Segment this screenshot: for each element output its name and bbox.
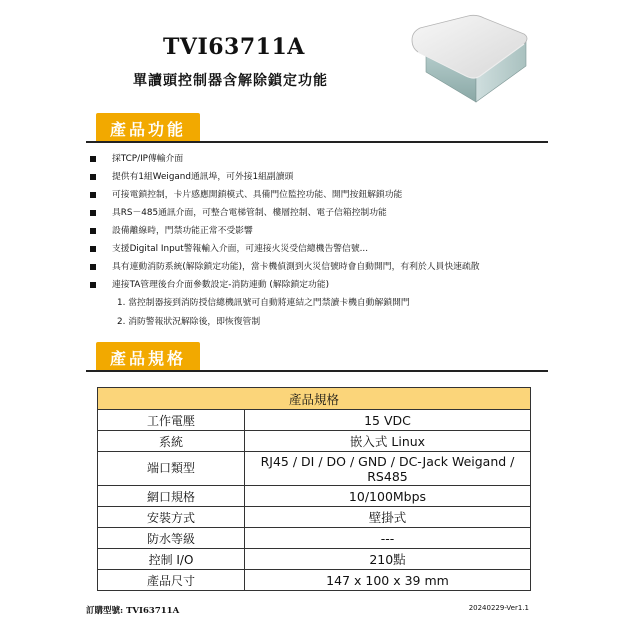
table-row <box>98 431 531 452</box>
features-section-header <box>86 113 548 143</box>
spec-label: 產品尺寸 <box>98 570 245 591</box>
specs-section-header <box>86 342 548 372</box>
spec-value: 10/100Mbps <box>245 486 531 507</box>
spec-table-header-row <box>98 388 531 410</box>
feature-item: 支援Digital Input警報輸入介面，可連接火災受信總機告警信號... <box>90 240 550 258</box>
feature-item: 提供有1組Weigand通訊埠，可外接1組副讀頭 <box>90 168 550 186</box>
product-subtitle: 單讀頭控制器含解除鎖定功能 <box>133 73 328 89</box>
spec-label: 網口規格 <box>98 486 245 507</box>
feature-item: 採TCP/IP傳輸介面 <box>90 150 550 168</box>
spec-label: 防水等級 <box>98 528 245 549</box>
square-bullet-icon <box>90 210 96 216</box>
features-heading: 產品功能 <box>96 113 200 143</box>
spec-label: 控制 I/O <box>98 549 245 570</box>
sub-feature-item: 2. 消防警報狀況解除後，即恢復管制 <box>117 317 261 327</box>
feature-item: 設備離線時，門禁功能正常不受影響 <box>90 222 550 240</box>
square-bullet-icon <box>90 156 96 162</box>
table-row <box>98 549 531 570</box>
spec-value: 壁掛式 <box>245 507 531 528</box>
spec-value: --- <box>245 528 531 549</box>
features-divider <box>86 141 548 143</box>
square-bullet-icon <box>90 174 96 180</box>
square-bullet-icon <box>90 192 96 198</box>
specs-divider <box>86 370 548 372</box>
table-row <box>98 507 531 528</box>
spec-table <box>97 387 531 591</box>
table-row <box>98 452 531 486</box>
spec-value: 147 x 100 x 39 mm <box>245 570 531 591</box>
feature-item: 具有連動消防系統(解除鎖定功能)，當卡機偵測到火災信號時會自動開門，有利於人員快速疏散 <box>90 258 550 276</box>
specs-heading: 產品規格 <box>96 342 200 372</box>
feature-item: 可接電鎖控制，卡片感應開鎖模式、具備門位監控功能、開門按鈕解鎖功能 <box>90 186 550 204</box>
spec-label: 工作電壓 <box>98 410 245 431</box>
order-number: 訂購型號: TVI63711A <box>86 606 180 616</box>
fire-linkage-sublist <box>117 294 410 332</box>
square-bullet-icon <box>90 246 96 252</box>
feature-item: 具RS－485通訊介面，可整合電梯管制、樓層控制、電子信箱控制功能 <box>90 204 550 222</box>
spec-value: 嵌入式 Linux <box>245 431 531 452</box>
table-row <box>98 410 531 431</box>
table-row <box>98 528 531 549</box>
spec-value: RJ45 / DI / DO / GND / DC-Jack Weigand / RS485 <box>245 452 531 486</box>
sub-feature-item: 1. 當控制器接到消防授信總機訊號可自動將連結之門禁讀卡機自動解鎖開門 <box>117 298 410 308</box>
square-bullet-icon <box>90 282 96 288</box>
spec-value: 210點 <box>245 549 531 570</box>
controller-device-icon <box>408 14 530 112</box>
table-row <box>98 570 531 591</box>
feature-item: 連接TA管理後台介面參數設定-消防連動 (解除鎖定功能) <box>90 276 550 294</box>
table-row <box>98 486 531 507</box>
spec-label: 安裝方式 <box>98 507 245 528</box>
square-bullet-icon <box>90 264 96 270</box>
spec-value: 15 VDC <box>245 410 531 431</box>
spec-label: 系統 <box>98 431 245 452</box>
spec-table-title: 產品規格 <box>98 388 531 410</box>
spec-label: 端口類型 <box>98 452 245 486</box>
square-bullet-icon <box>90 228 96 234</box>
model-title: TVI63711A <box>163 34 305 60</box>
features-list <box>90 150 550 294</box>
document-version: 20240229-Ver1.1 <box>468 604 529 612</box>
